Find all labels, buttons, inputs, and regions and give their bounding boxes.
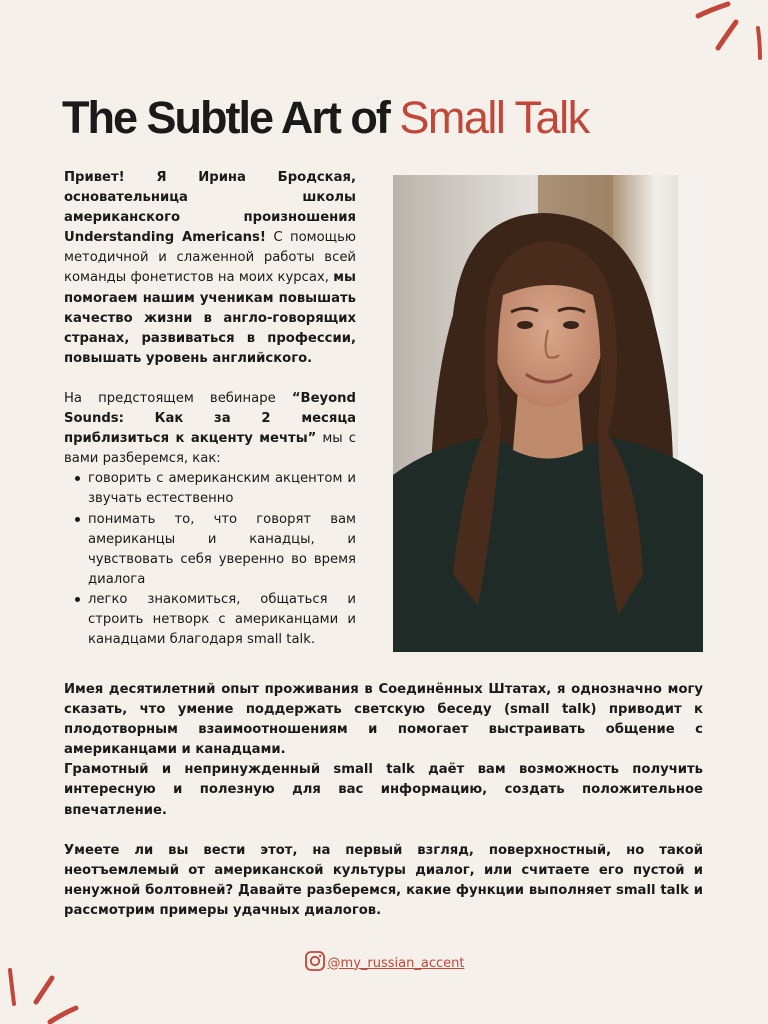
intro-method: С помощью методичной и слаженной работы всей команды фонетистов на моих курсах,	[64, 230, 356, 286]
list-item: говорить с американским акцентом и звучать естественно	[74, 469, 356, 509]
webinar-tail: мы с вами разберемся, как:	[64, 431, 356, 467]
body-paragraph-1: Имея десятилетний опыт проживания в Соединённых Штатах, я однозначно могу сказать, что умение поддержать светскую беседу (small talk) приводит к плодотворным взаимоотношениям и помогает выстраивать общение с американцами и канадцами.	[64, 682, 703, 758]
page-title	[62, 88, 722, 148]
social-footer[interactable]	[0, 950, 768, 976]
body-paragraph-2: Грамотный и непринужденный small talk даёт вам возможность получить интересную и полезную для вас информацию, создать положительное впечатление.	[64, 762, 703, 818]
benefits-list	[74, 469, 356, 650]
main-body-text	[64, 680, 703, 921]
title-main: The Subtle Art of	[62, 92, 400, 143]
webinar-lead: На предстоящем вебинаре	[64, 390, 292, 406]
portrait-photo	[393, 175, 703, 652]
intro-greeting: Привет! Я Ирина Бродская, основательница школы американского произношения Understanding Americans!	[64, 170, 356, 246]
intro-paragraph-1	[64, 168, 356, 369]
portrait-illustration	[393, 175, 703, 652]
intro-column	[64, 168, 356, 650]
list-item: понимать то, что говорят вам американцы и канадцы, и чувствовать себя уверенно во время диалога	[74, 510, 356, 590]
title-accent: Small Talk	[399, 92, 589, 143]
instagram-icon	[304, 950, 326, 976]
list-item: легко знакомиться, общаться и строить нетворк с американцами и канадцами благодаря small talk.	[74, 590, 356, 650]
webinar-title: “Beyond Sounds: Как за 2 месяца приблизиться к акценту мечты”	[64, 390, 356, 447]
intro-paragraph-2	[64, 389, 356, 469]
decorative-strokes-top-right	[690, 0, 768, 64]
body-paragraph-3: Умеете ли вы вести этот, на первый взгляд, поверхностный, но такой неотъемлемый от американской культуры диалог, или считаете его пустой и ненужной болтовней? Давайте разберемся, какие функции выполняет small talk и рассмотрим примеры удачных диалогов.	[64, 842, 703, 918]
intro-mission: мы помогаем нашим ученикам повышать качество жизни в англо-говорящих странах, развиваться в профессии, повышать уровень английского.	[64, 270, 356, 366]
instagram-handle-link[interactable]: @my_russian_accent	[327, 955, 465, 971]
